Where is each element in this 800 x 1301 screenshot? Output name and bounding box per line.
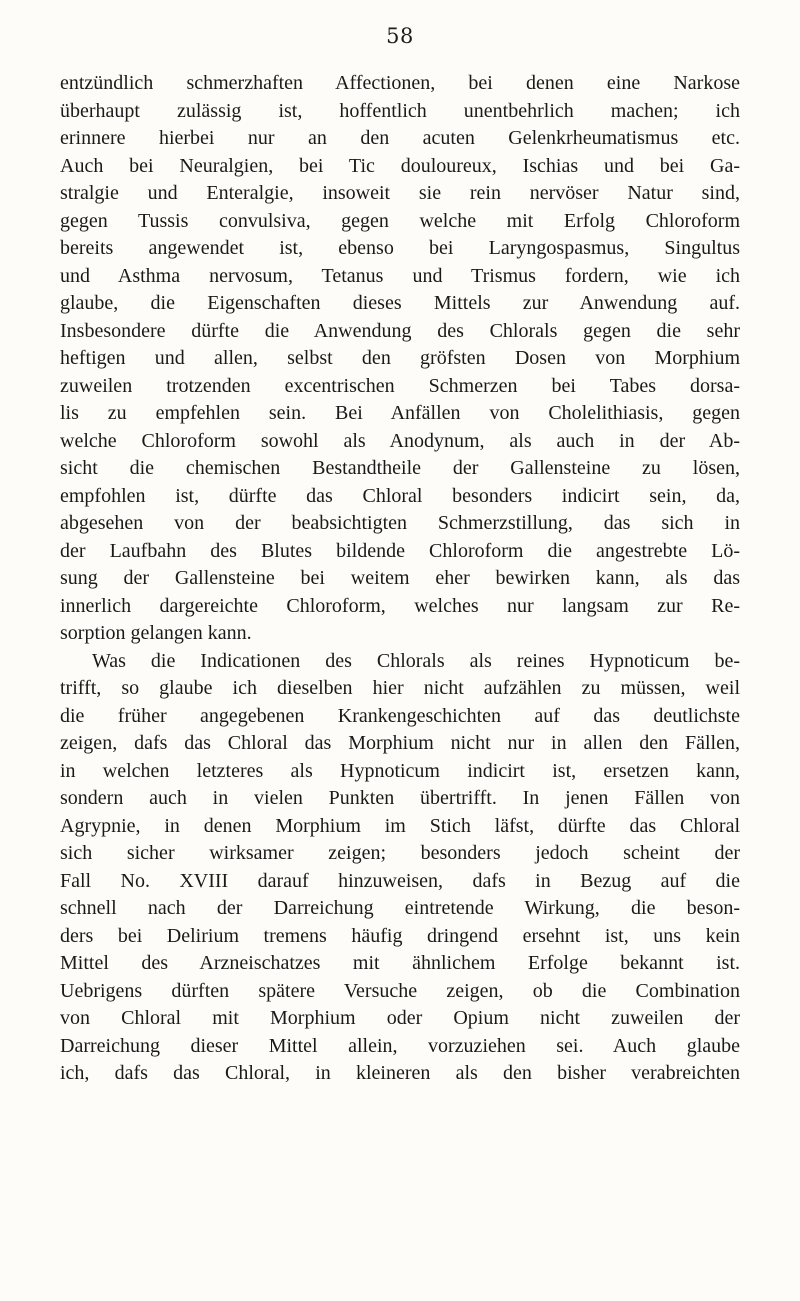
page-number: 58 xyxy=(386,24,414,48)
text-line: heftigen und allen, selbst den gröfsten Dosen von Morphium xyxy=(60,347,740,369)
text-line: Mittel des Arzneischatzes mit ähnlichem Erfolge bekannt ist. xyxy=(60,952,740,974)
text-line: ich, dafs das Chloral, in kleineren als den bisher verabreichten xyxy=(60,1062,740,1084)
text-line: abgesehen von der beabsichtigten Schmerzstillung, das sich in xyxy=(60,512,740,534)
text-line: entzündlich schmerzhaften Affectionen, bei denen eine Narkose xyxy=(60,72,740,94)
text-line: erinnere hierbei nur an den acuten Gelenkrheumatismus etc. xyxy=(60,127,740,149)
text-line: Uebrigens dürften spätere Versuche zeigen, ob die Combination xyxy=(60,979,740,1002)
text-line: stralgie und Enteralgie, insoweit sie rein nervöser Natur sind, xyxy=(60,182,740,204)
text-line: zuweilen trotzenden excentrischen Schmerzen bei Tabes dorsa- xyxy=(60,374,740,397)
text-line: Agrypnie, in denen Morphium im Stich läfst, dürfte das Chloral xyxy=(60,814,740,837)
text-line: innerlich dargereichte Chloroform, welches nur langsam zur Re- xyxy=(60,594,740,617)
text-line: bereits angewendet ist, ebenso bei Laryngospasmus, Singultus xyxy=(60,237,740,259)
text-line: Auch bei Neuralgien, bei Tic douloureux, Ischias und bei Ga- xyxy=(60,154,740,177)
text-line: zeigen, dafs das Chloral das Morphium nicht nur in allen den Fällen, xyxy=(60,732,740,754)
text-line: Darreichung dieser Mittel allein, vorzuziehen sei. Auch glaube xyxy=(60,1034,740,1057)
text-line: empfohlen ist, dürfte das Chloral besonders indicirt sein, da, xyxy=(60,484,740,507)
text-line: welche Chloroform sowohl als Anodynum, als auch in der Ab- xyxy=(60,429,740,452)
text-line: überhaupt zulässig ist, hoffentlich unentbehrlich machen; ich xyxy=(60,99,740,122)
text-line: und Asthma nervosum, Tetanus und Trismus fordern, wie ich xyxy=(60,264,740,287)
text-line: in welchen letzteres als Hypnoticum indicirt ist, ersetzen kann, xyxy=(60,759,740,782)
text-line: sung der Gallensteine bei weitem eher bewirken kann, als das xyxy=(60,567,740,589)
text-line: Insbesondere dürfte die Anwendung des Chlorals gegen die sehr xyxy=(60,319,740,342)
text-line: die früher angegebenen Krankengeschichten auf das deutlichste xyxy=(60,704,740,727)
text-line: sich sicher wirksamer zeigen; besonders jedoch scheint der xyxy=(60,842,740,864)
text-line: Fall No. XVIII darauf hinzuweisen, dafs in Bezug auf die xyxy=(60,869,740,892)
text-line: glaube, die Eigenschaften dieses Mittels zur Anwendung auf. xyxy=(60,292,740,314)
body-text xyxy=(60,70,740,1088)
text-line: der Laufbahn des Blutes bildende Chloroform die angestrebte Lö- xyxy=(60,539,740,562)
text-line: schnell nach der Darreichung eintretende Wirkung, die beson- xyxy=(60,897,740,919)
text-line: sondern auch in vielen Punkten übertrifft. In jenen Fällen von xyxy=(60,787,740,809)
text-line: gegen Tussis convulsiva, gegen welche mit Erfolg Chloroform xyxy=(60,209,740,232)
text-line: ders bei Delirium tremens häufig dringend ersehnt ist, uns kein xyxy=(60,924,740,947)
text-line: lis zu empfehlen sein. Bei Anfällen von Cholelithiasis, gegen xyxy=(60,402,740,424)
text-line: trifft, so glaube ich dieselben hier nicht aufzählen zu müssen, weil xyxy=(60,677,740,699)
text-line: sicht die chemischen Bestandtheile der Gallensteine zu lösen, xyxy=(60,457,740,479)
text-line: sorption gelangen kann. xyxy=(60,622,252,644)
text-line: Was die Indicationen des Chlorals als reines Hypnoticum be- xyxy=(92,649,740,672)
text-line: von Chloral mit Morphium oder Opium nicht zuweilen der xyxy=(60,1007,740,1029)
